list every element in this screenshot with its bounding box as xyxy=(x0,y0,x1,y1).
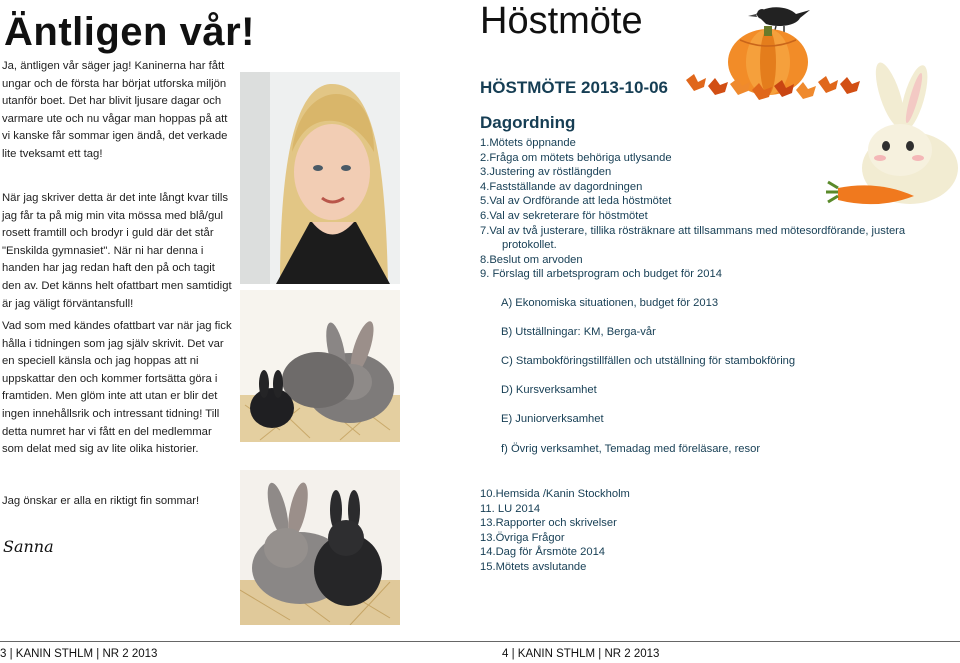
agenda-item: 13.Rapporter och skrivelser xyxy=(480,517,617,530)
agenda-list-continued xyxy=(480,487,630,575)
agenda-item: 9. Förslag till arbetsprogram och budget för 2014 xyxy=(480,268,722,281)
agenda-item: 15.Mötets avslutande xyxy=(480,560,587,573)
subitem: f) Övrig verksamhet, Temadag med föreläsare, resor xyxy=(501,443,761,455)
agenda-item: 3.Justering av röstlängden xyxy=(480,166,612,179)
closing-paragraph: Jag önskar er alla en riktigt fin sommar! xyxy=(2,495,200,507)
intro-paragraph: Ja, äntligen vår säger jag! Kaninerna har fått ungar och de första har börjat utforska miljön utanför boet. Det har blivit ljusare dagar och varmare ute och nu vågar man hoppas på att vi kanske får sommar igen ändå, det verkade lite tveksamt ett tag! xyxy=(2,60,228,160)
agenda-item: 6.Val av sekreterare för höstmötet xyxy=(480,209,648,222)
agenda-item: 13.Övriga Frågor xyxy=(480,531,565,544)
subitem: A) Ekonomiska situationen, budget för 2013 xyxy=(501,297,719,309)
agenda-item: 11. LU 2014 xyxy=(480,502,541,515)
rabbits-photo-2 xyxy=(240,470,400,625)
agenda-item: 2.Fråga om mötets behöriga utlysande xyxy=(480,151,672,164)
right-page-title: Höstmöte xyxy=(480,0,643,42)
agenda-item: 14.Dag för Årsmöte 2014 xyxy=(480,546,606,559)
graduation-paragraph: När jag skriver detta är det inte långt kvar tills jag får ta på mig min vita mössa med blå/gul rosett framtill och brodyr i guld där det står "Enskilda gymnasiet". När ni har denna i handen har jag redan haft den på och tagit den av. Det känns helt ofattbart men samtidigt är jag väligt förväntansfull! xyxy=(2,192,232,310)
left-page-footer: 3 | KANIN STHLM | NR 2 2013 xyxy=(0,648,158,660)
rabbits-photo-1 xyxy=(240,290,400,442)
footer-divider xyxy=(0,641,960,642)
subitem: E) Juniorverksamhet xyxy=(501,413,604,425)
crow-icon xyxy=(748,7,810,34)
right-page-footer: 4 | KANIN STHLM | NR 2 2013 xyxy=(502,648,660,660)
agenda-item: 4.Fastställande av dagordningen xyxy=(480,180,643,193)
newsletter-paragraph: Vad som med kändes ofattbart var när jag fick hålla i tidningen som jag själv skrivit. Det var en speciell känsla och jag hoppas att ni uppskattar den och kommer fortsätta göra i framtiden. Men glöm inte att utan er blir det ingen innehållsrik och intressant tidning! Till detta numret har vi fått en del medlemmar som delat med sig av lite olika historier. xyxy=(2,320,232,456)
subitem: D) Kursverksamhet xyxy=(501,384,597,396)
agenda-item: 1.Mötets öppnande xyxy=(480,137,576,149)
portrait-photo xyxy=(240,72,400,284)
agenda-item: 8.Beslut om arvoden xyxy=(480,253,583,266)
agenda-subheading: Dagordning xyxy=(480,113,576,132)
agenda-list xyxy=(480,136,920,282)
signature: Sanna xyxy=(3,537,54,556)
subitem: C) Stambokföringstillfällen och utställning för stambokföring xyxy=(501,355,796,367)
agenda-heading: HÖSTMÖTE 2013-10-06 xyxy=(480,78,669,97)
agenda-item: 10.Hemsida /Kanin Stockholm xyxy=(480,488,630,500)
left-page-title: Äntligen vår! xyxy=(4,10,255,54)
subitem: B) Utställningar: KM, Berga-vår xyxy=(501,326,656,338)
agenda-item: 7.Val av två justerare, tillika rösträknare att tillsammans med mötesordförande, justera protokollet. xyxy=(480,224,906,252)
agenda-item: 5.Val av Ordförande att leda höstmötet xyxy=(480,195,672,208)
